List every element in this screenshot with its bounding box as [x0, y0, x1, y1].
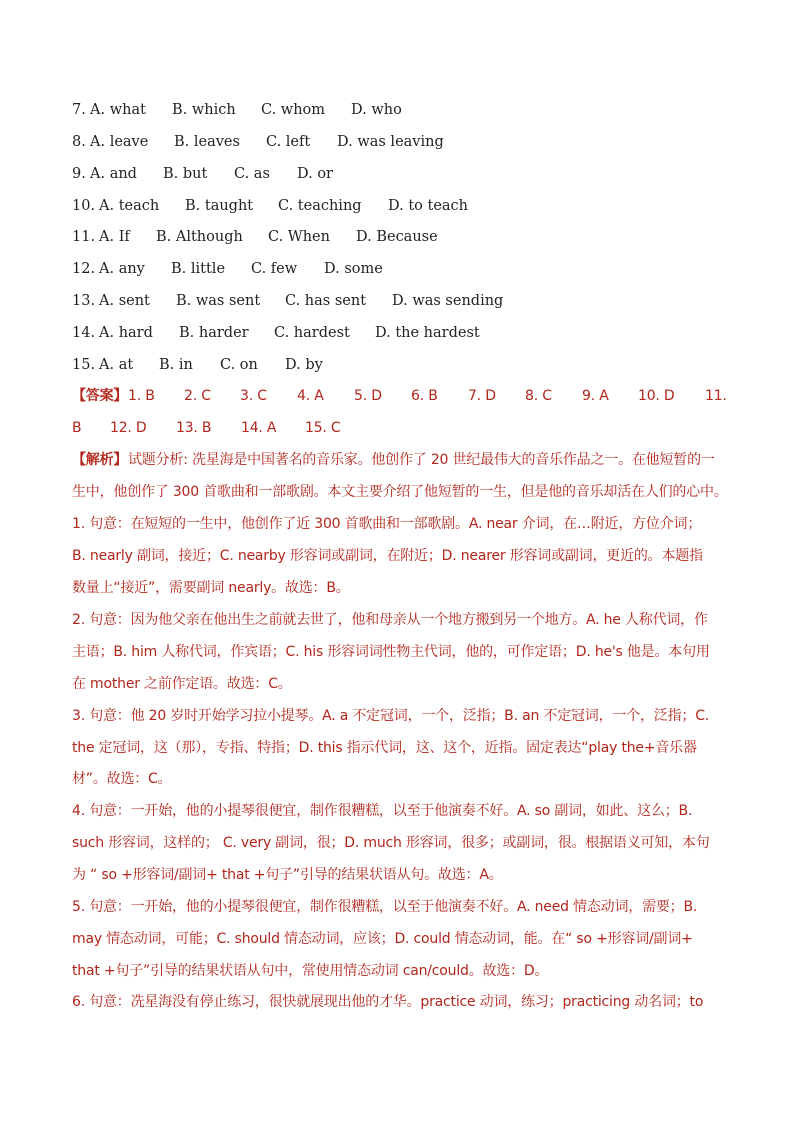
answer-item: 7. D — [468, 388, 496, 404]
analysis-line: 主语；B. him 人称代词，作宾语；C. his 形容词词性物主代词，他的，可作定语；D. he's 他是。本句用 — [72, 644, 710, 660]
option-a: A. hard — [99, 325, 153, 341]
option-d: D. Because — [356, 229, 438, 245]
option-b: B. in — [159, 357, 193, 373]
option-c: C. as — [234, 166, 270, 182]
option-b: B. little — [171, 261, 226, 277]
answer-item: 8. C — [525, 388, 552, 404]
option-a: A. any — [99, 261, 145, 277]
option-a: A. teach — [99, 198, 160, 214]
option-d: D. some — [324, 261, 383, 277]
question-number: 15. — [72, 357, 96, 373]
analysis-line: the 定冠词，这（那），专指、特指；D. this 指示代词，这、这个，近指。固定表达“play the+音乐器 — [72, 740, 697, 756]
option-b: B. Although — [156, 229, 243, 245]
analysis-tag: 【解析】 — [72, 452, 128, 468]
analysis-line: 6. 句意：冼星海没有停止练习，很快就展现出他的才华。practice 动词，练习；practicing 动名词；to — [72, 994, 704, 1010]
answer-item: 13. B — [176, 420, 212, 436]
analysis-line: 材”。故选：C。 — [72, 771, 172, 787]
analysis-line: may 情态动词，可能；C. should 情态动词，应该；D. could 情态动词，能。在“ so +形容词/副词+ — [72, 931, 693, 947]
answer-item: 1. B — [128, 388, 155, 404]
option-b: B. harder — [179, 325, 249, 341]
answer-item: 12. D — [110, 420, 147, 436]
option-d: D. was sending — [392, 293, 504, 309]
answer-item: 4. A — [297, 388, 324, 404]
option-c: C. on — [220, 357, 258, 373]
analysis-line: that +句子”引导的结果状语从句中，常使用情态动词 can/could。故选：D。 — [72, 963, 549, 979]
answer-item: 10. D — [638, 388, 675, 404]
option-c: C. few — [251, 261, 298, 277]
option-a: A. If — [99, 229, 130, 245]
option-c: C. whom — [261, 102, 326, 118]
option-b: B. leaves — [174, 134, 240, 150]
option-c: C. left — [266, 134, 311, 150]
analysis-line: 3. 句意：他 20 岁时开始学习拉小提琴。A. a 不定冠词，一个，泛指；B. an 不定冠词，一个，泛指；C. — [72, 708, 710, 724]
analysis-text: 试题分析: 冼星海是中国著名的音乐家。他创作了 20 世纪最伟大的音乐作品之一。在他短暂的一 — [128, 452, 715, 468]
option-a: A. what — [90, 102, 146, 118]
option-d: D. by — [285, 357, 323, 373]
question-number: 12. — [72, 261, 96, 277]
question-number: 10. — [72, 198, 96, 214]
analysis-line: B. nearly 副词，接近；C. nearby 形容词或副词，在附近；D. nearer 形容词或副词，更近的。本题指 — [72, 548, 703, 564]
option-a: A. at — [99, 357, 134, 373]
analysis-line: 为 “ so +形容词/副词+ that +句子”引导的结果状语从句。故选：A。 — [72, 867, 503, 883]
analysis-line: 在 mother 之前作定语。故选：C。 — [72, 676, 292, 692]
option-a: A. sent — [99, 293, 150, 309]
analysis-line: such 形容词，这样的； C. very 副词，很；D. much 形容词，很多；或副词，很。根据语义可知，本句 — [72, 835, 710, 851]
analysis-line: 2. 句意：因为他父亲在他出生之前就去世了，他和母亲从一个地方搬到另一个地方。A. he 人称代词，作 — [72, 612, 708, 628]
analysis-line — [72, 449, 732, 471]
answer-item: 15. C — [305, 420, 341, 436]
answer-row — [72, 385, 732, 407]
question-number: 11. — [72, 229, 96, 245]
option-c: C. teaching — [278, 198, 362, 214]
answer-item: 14. A — [241, 420, 277, 436]
option-c: C. hardest — [274, 325, 350, 341]
answer-item: 6. B — [411, 388, 438, 404]
option-d: D. was leaving — [337, 134, 444, 150]
answer-item: 9. A — [582, 388, 609, 404]
option-b: B. which — [172, 102, 236, 118]
option-d: D. to teach — [388, 198, 469, 214]
answer-row — [72, 417, 732, 439]
option-b: B. was sent — [176, 293, 261, 309]
question-number: 7. — [72, 102, 86, 118]
analysis-line: 生中，他创作了 300 首歌曲和一部歌剧。本文主要介绍了他短暂的一生，但是他的音乐却活在人们的心中。 — [72, 484, 728, 500]
option-d: D. who — [351, 102, 402, 118]
analysis-line: 数量上“接近”，需要副词 nearly。故选：B。 — [72, 580, 350, 596]
option-b: B. taught — [185, 198, 254, 214]
analysis-line: 1. 句意：在短短的一生中，他创作了近 300 首歌曲和一部歌剧。A. near 介词，在…附近，方位介词； — [72, 516, 702, 532]
question-number: 9. — [72, 166, 86, 182]
option-c: C. When — [268, 229, 330, 245]
option-a: A. and — [90, 166, 137, 182]
option-c: C. has sent — [285, 293, 367, 309]
answer-item: 3. C — [240, 388, 267, 404]
answer-item: 11. — [705, 388, 727, 404]
answer-item: B — [72, 420, 82, 436]
option-d: D. the hardest — [375, 325, 480, 341]
answer-item: 5. D — [354, 388, 382, 404]
option-a: A. leave — [90, 134, 149, 150]
answer-tag: 【答案】 — [72, 388, 128, 404]
question-number: 8. — [72, 134, 86, 150]
answer-item: 2. C — [184, 388, 211, 404]
analysis-line: 5. 句意：一开始，他的小提琴很便宜，制作很糟糕，以至于他演奏不好。A. need 情态动词，需要；B. — [72, 899, 698, 915]
option-d: D. or — [297, 166, 333, 182]
question-number: 14. — [72, 325, 96, 341]
question-number: 13. — [72, 293, 96, 309]
option-b: B. but — [163, 166, 208, 182]
analysis-line: 4. 句意：一开始，他的小提琴很便宜，制作很糟糕，以至于他演奏不好。A. so 副词，如此、这么；B. — [72, 803, 693, 819]
